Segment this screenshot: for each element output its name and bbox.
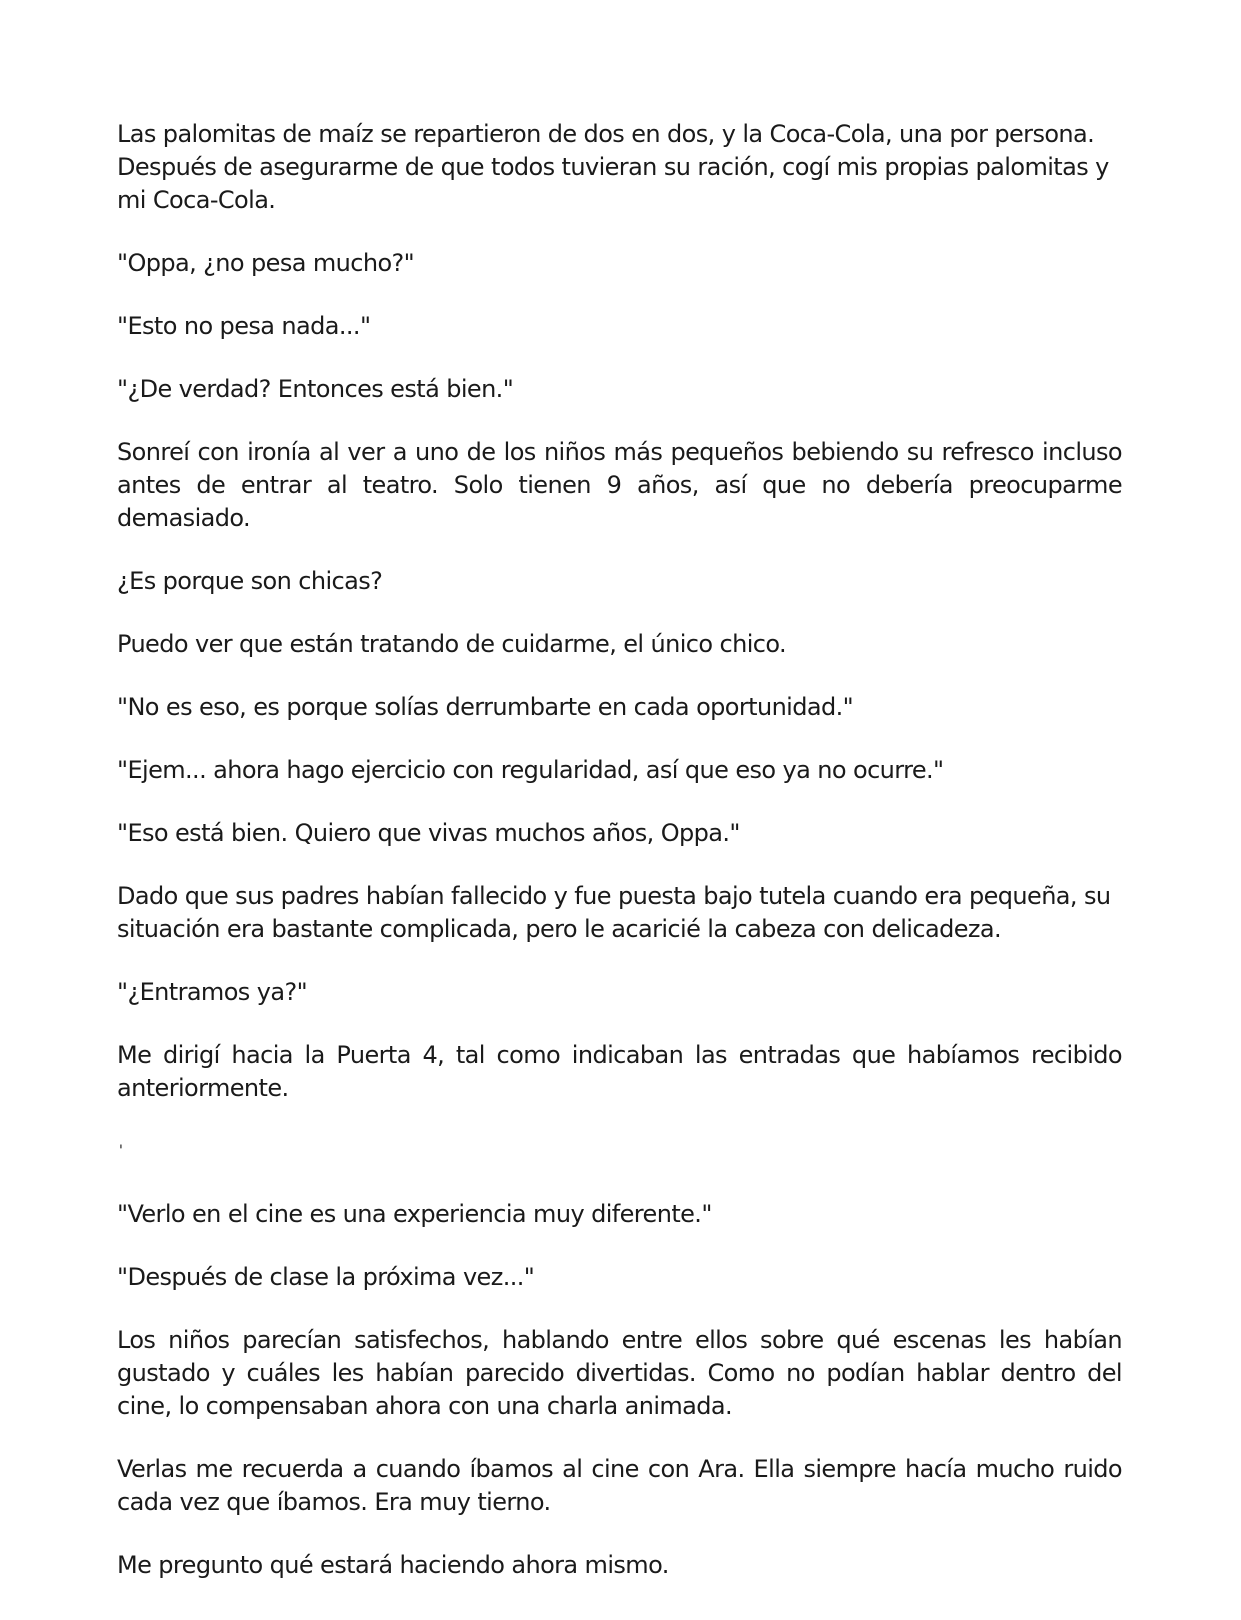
paragraph: "Verlo en el cine es una experiencia muy diferente." <box>117 1200 712 1228</box>
paragraph: "Esto no pesa nada..." <box>117 312 371 340</box>
document-text-body <box>117 118 1122 1612</box>
paragraph: Verlas me recuerda a cuando íbamos al cine con Ara. Ella siempre hacía mucho ruido cada vez que íbamos. Era muy tierno. <box>117 1455 1122 1516</box>
paragraph: "Ejem... ahora hago ejercicio con regularidad, así que eso ya no ocurre." <box>117 756 944 784</box>
paragraph: "Oppa, ¿no pesa mucho?" <box>117 249 415 277</box>
paragraph: Dado que sus padres habían fallecido y fue puesta bajo tutela cuando era pequeña, su situación era bastante complicada, pero le acaricié la cabeza con delicadeza. <box>117 882 1111 943</box>
paragraph: "Después de clase la próxima vez..." <box>117 1263 535 1291</box>
paragraph: Puedo ver que están tratando de cuidarme, el único chico. <box>117 630 787 658</box>
paragraph: "¿Entramos ya?" <box>117 978 308 1006</box>
paragraph: Sonreí con ironía al ver a uno de los niños más pequeños bebiendo su refresco incluso antes de entrar al teatro. Solo tienen 9 años, así que no debería preocuparme demasiado. <box>117 438 1122 532</box>
paragraph: "No es eso, es porque solías derrumbarte en cada oportunidad." <box>117 693 854 721</box>
paragraph: "¿De verdad? Entonces está bien." <box>117 375 514 403</box>
paragraph: ¿Es porque son chicas? <box>117 567 383 595</box>
paragraph: Me pregunto qué estará haciendo ahora mismo. <box>117 1551 669 1579</box>
scene-break-mark: ' <box>119 1143 123 1159</box>
paragraph: Las palomitas de maíz se repartieron de dos en dos, y la Coca-Cola, una por persona. Después de asegurarme de que todos tuvieran su ración, cogí mis propias palomitas y mi Coca-Cola. <box>117 120 1109 214</box>
paragraph: Me dirigí hacia la Puerta 4, tal como indicaban las entradas que habíamos recibido anteriormente. <box>117 1041 1122 1102</box>
paragraph: Los niños parecían satisfechos, hablando entre ellos sobre qué escenas les habían gustado y cuáles les habían parecido divertidas. Como no podían hablar dentro del cine, lo compensaban ahora con una charla animada. <box>117 1326 1122 1420</box>
paragraph: "Eso está bien. Quiero que vivas muchos años, Oppa." <box>117 819 740 847</box>
